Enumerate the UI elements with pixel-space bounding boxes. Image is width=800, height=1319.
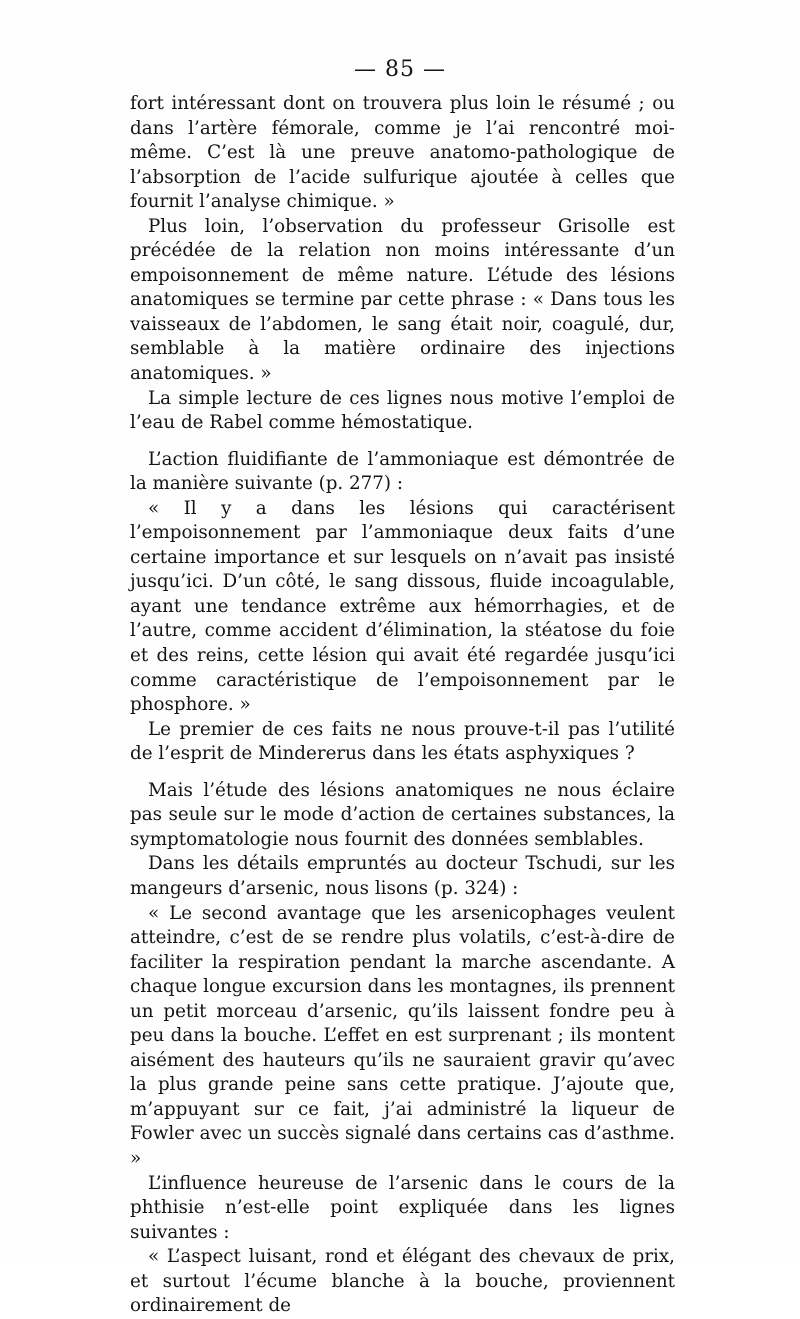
paragraph-10: L’influence heureuse de l’arsenic dans le cours de la phthisie n’est-elle point expliquée dans les lignes suivantes : xyxy=(130,1172,675,1243)
paragraph-4: L’action fluidifiante de l’ammoniaque est démontrée de la manière suivante (p. 277) : xyxy=(130,448,675,495)
paragraph-3: La simple lecture de ces lignes nous motive l’emploi de l’eau de Rabel comme hémostatique. xyxy=(130,387,675,434)
section-gap xyxy=(130,767,675,779)
section-gap xyxy=(130,436,675,448)
paragraph-9-quote: « Le second avantage que les arsenicophages veulent atteindre, c’est de se rendre plus volatils, c’est-à-dire de faciliter la respiration pendant la marche ascendante. A chaque longue excursion dans les montagnes, ils prennent un petit morceau d’arsenic, qu’ils laissent fondre peu à peu dans la bouche. L’effet en est surprenant ; ils montent aisément des hauteurs qu’ils ne sauraient gravir qu’avec la plus grande peine sans cette pratique. J’ajoute que, m’appuyant sur ce fait, j’ai administré la liqueur de Fowler avec un succès signalé dans certains cas d’asthme. » xyxy=(130,902,675,1169)
paragraph-2: Plus loin, l’observation du professeur Grisolle est précédée de la relation non moins intéressante d’un empoisonnement de même nature. L’étude des lésions anatomiques se termine par cette phrase : « Dans tous les vaisseaux de l’abdomen, le sang était noir, coagulé, dur, semblable à la matière ordinaire des injections anatomiques. » xyxy=(130,215,675,385)
paragraph-5-quote: « Il y a dans les lésions qui caractérisent l’empoisonnement par l’ammoniaque deux faits d’une certaine importance et sur lesquels on n’avait pas insisté jusqu’ici. D’un côté, le sang dissous, fluide incoagulable, ayant une tendance extrême aux hémorrhagies, et de l’autre, comme accident d’élimination, la stéatose du foie et des reins, cette lésion qui avait été regardée jusqu’ici comme caractéristique de l’empoisonnement par le phosphore. » xyxy=(130,497,675,716)
paragraph-11-quote: « L’aspect luisant, rond et élégant des chevaux de prix, et surtout l’écume blanche à la bouche, proviennent ordinairement de xyxy=(130,1246,675,1317)
paragraph-1: fort intéressant dont on trouvera plus loin le résumé ; ou dans l’artère fémorale, comme je l’ai rencontré moi-même. C’est là une preuve anatomo-pathologique de l’absorption de l’acide sulfurique ajoutée à celles que fournit l’analyse chimique. » xyxy=(130,93,675,213)
paragraph-6: Le premier de ces faits ne nous prouve-t-il pas l’utilité de l’esprit de Mindererus dans les états asphyxiques ? xyxy=(130,718,675,765)
paragraph-8: Dans les détails empruntés au docteur Tschudi, sur les mangeurs d’arsenic, nous lisons (p. 324) : xyxy=(130,853,675,899)
paragraph-7: Mais l’étude des lésions anatomiques ne nous éclaire pas seule sur le mode d’action de certaines substances, la symptomatologie nous fournit des données semblables. xyxy=(130,779,675,850)
page-number: — 85 — xyxy=(354,57,446,82)
body-text xyxy=(130,92,675,1319)
